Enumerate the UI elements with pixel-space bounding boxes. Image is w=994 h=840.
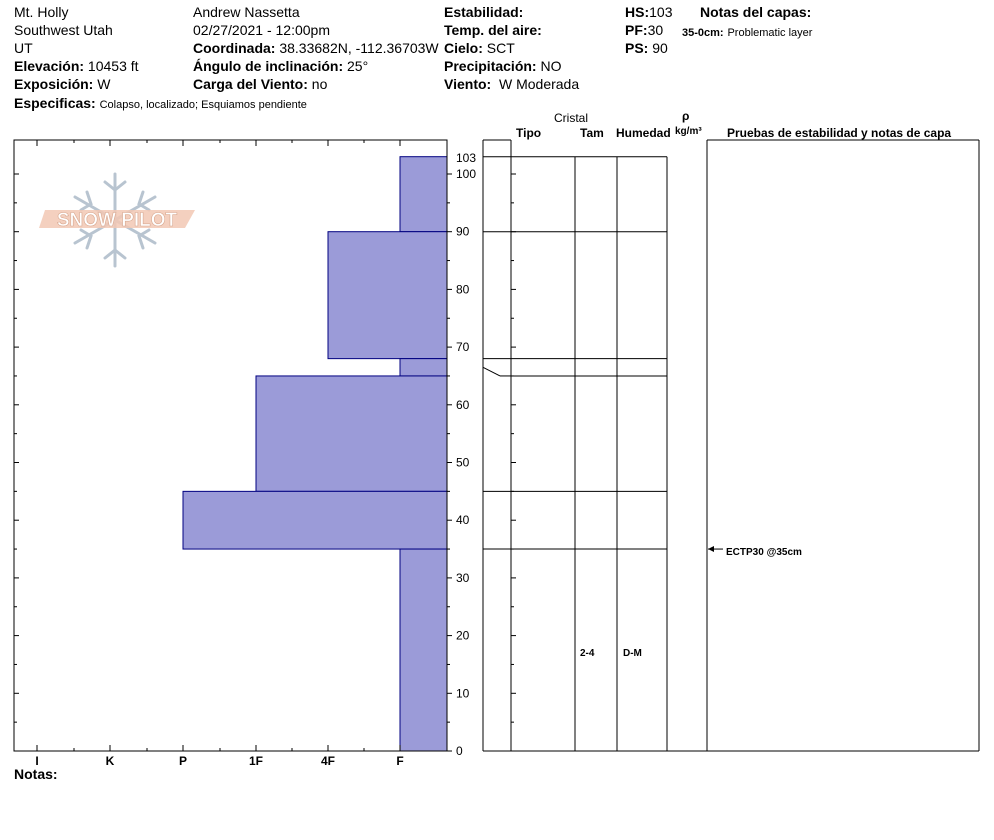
sky-value: SCT <box>486 40 515 56</box>
specifics-value: Colapso, localizado; Esquiamos pendiente <box>99 99 307 111</box>
tests-header: Pruebas de estabilidad y notas de capa <box>727 126 952 140</box>
y-tick-label-10: 10 <box>456 686 470 701</box>
type-header: Tipo <box>516 126 542 140</box>
hardness-bar-3 <box>256 376 447 491</box>
moisture-value: D-M <box>623 648 642 659</box>
slope-label: Ángulo de inclinación: <box>193 58 344 74</box>
size-header: Tam <box>580 126 604 140</box>
wind-label: Viento: <box>444 76 492 92</box>
pf-label: PF: <box>625 22 648 38</box>
y-tick-label-90: 90 <box>456 224 470 239</box>
hs-label: HS: <box>625 4 650 20</box>
layer-note-depth: 35-0cm: <box>682 27 724 39</box>
moisture-header: Humedad <box>616 126 671 140</box>
air-temp-label: Temp. del aire: <box>444 22 542 38</box>
ps-label: PS: <box>625 40 649 56</box>
state: UT <box>14 40 33 56</box>
datetime: 02/27/2021 - 12:00pm <box>193 22 330 38</box>
test-arrow-head <box>708 546 714 552</box>
layer-connector-65a <box>483 367 500 376</box>
y-tick-label-0: 0 <box>456 744 463 758</box>
precip-value: NO <box>540 58 562 74</box>
logo-text: SNOW PILOT <box>56 210 178 231</box>
coord-label: Coordinada: <box>193 40 276 56</box>
region: Southwest Utah <box>14 22 113 38</box>
y-tick-label-20: 20 <box>456 628 470 643</box>
location: Mt. Holly <box>14 4 69 20</box>
hardness-bar-4 <box>183 491 447 549</box>
observer: Andrew Nassetta <box>193 4 300 20</box>
density-unit-header: kg/m³ <box>675 126 702 137</box>
test-note: ECTP30 @35cm <box>726 547 802 558</box>
stability-label: Estabilidad: <box>444 4 524 20</box>
y-tick-label-80: 80 <box>456 282 470 297</box>
ps-value: 90 <box>652 40 668 56</box>
notes-label: Notas: <box>14 766 58 782</box>
y-top-label: 103 <box>456 151 477 165</box>
elevation-value: 10453 ft <box>87 58 139 74</box>
coord-value: 38.33682N, -112.36703W <box>279 40 439 56</box>
aspect-label: Exposición: <box>14 76 94 92</box>
precip-label: Precipitación: <box>444 58 537 74</box>
wind-load-label: Carga del Viento: <box>193 76 308 92</box>
hardness-label-F: F <box>396 754 404 768</box>
y-tick-label-60: 60 <box>456 397 470 412</box>
slope-value: 25° <box>347 58 369 74</box>
aspect-value: W <box>97 76 111 92</box>
size-value: 2-4 <box>580 648 595 659</box>
hardness-bar-1 <box>328 232 447 359</box>
y-tick-label-70: 70 <box>456 340 470 355</box>
specifics-label: Especificas: <box>14 95 96 111</box>
hardness-label-P: P <box>178 754 188 768</box>
rho-header: ρ <box>682 109 690 123</box>
elevation-label: Elevación: <box>14 58 85 74</box>
wind-load-value: no <box>311 76 328 92</box>
layer-notes-label: Notas del capas: <box>700 4 812 20</box>
y-tick-label-100: 100 <box>456 167 477 181</box>
hardness-label-1F: 1F <box>248 754 264 768</box>
sky-label: Cielo: <box>444 40 483 56</box>
y-tick-label-30: 30 <box>456 570 470 585</box>
y-tick-label-40: 40 <box>456 513 470 528</box>
y-tick-label-50: 50 <box>456 455 470 470</box>
hardness-bar-5 <box>400 549 447 751</box>
layer-note-text: Problematic layer <box>727 27 813 39</box>
hardness-bar-0 <box>400 157 447 232</box>
hardness-label-K: K <box>105 754 115 768</box>
crystal-header: Cristal <box>554 111 589 125</box>
hs-value: 103 <box>649 4 673 20</box>
hardness-label-I: I <box>35 754 39 768</box>
wind-value: W Moderada <box>498 76 580 92</box>
hardness-bar-2 <box>400 359 447 376</box>
pf-value: 30 <box>647 22 664 38</box>
hardness-label-4F: 4F <box>320 754 336 768</box>
